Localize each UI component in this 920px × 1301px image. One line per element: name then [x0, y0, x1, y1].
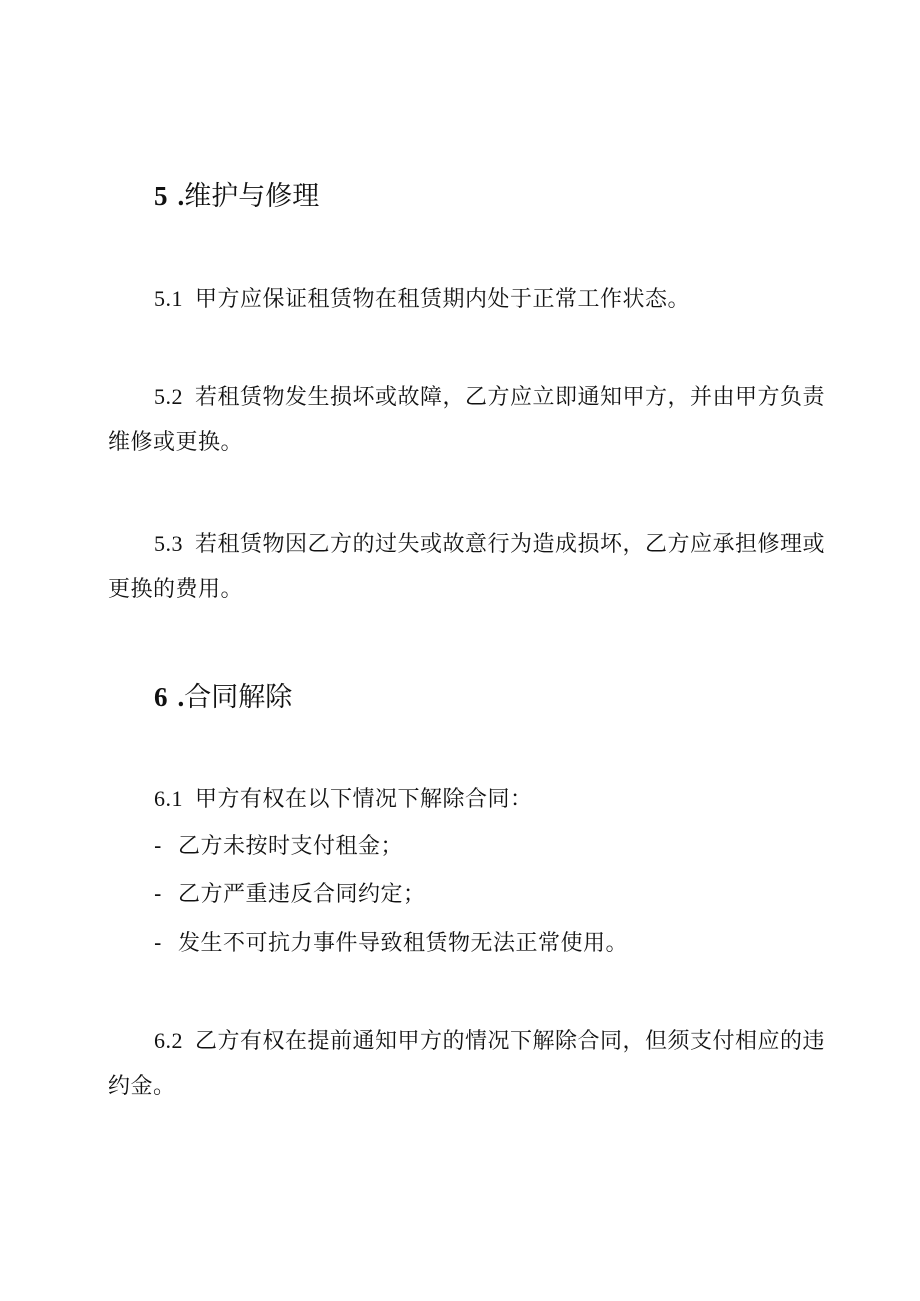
list-item [154, 880, 426, 910]
clause-number: 6.1 [154, 786, 183, 811]
section-heading-6 [154, 679, 292, 716]
section-title: 合同解除 [184, 682, 293, 713]
clause-number: 5.3 [154, 531, 183, 556]
clause-text: 乙方有权在提前通知甲方的情况下解除合同，但须支付相应的违约金。 [108, 1029, 826, 1099]
clause-5-3 [108, 521, 828, 612]
clause-text: 若租赁物因乙方的过失或故意行为造成损坏，乙方应承担修理或更换的费用。 [108, 532, 826, 602]
clause-6-1 [108, 776, 828, 822]
clause-5-2 [108, 374, 828, 465]
clause-number: 5.1 [154, 286, 183, 311]
list-dash: - [154, 931, 162, 956]
list-item-text: 发生不可抗力事件导致租赁物无法正常使用。 [178, 931, 629, 956]
clause-text: 若租赁物发生损坏或故障，乙方应立即通知甲方，并由甲方负责维修或更换。 [108, 385, 826, 455]
section-heading-5 [154, 178, 319, 215]
list-item-text: 乙方严重违反合同约定； [178, 882, 426, 907]
list-item [154, 929, 628, 959]
clause-5-1 [108, 276, 828, 322]
clause-6-2 [108, 1018, 828, 1109]
clause-number: 5.2 [154, 384, 183, 409]
clause-text: 甲方应保证租赁物在租赁期内处于正常工作状态。 [195, 287, 691, 312]
section-number: 6 [154, 682, 168, 712]
section-dot: . [177, 682, 185, 712]
section-dot: . [177, 181, 185, 211]
list-dash: - [154, 882, 162, 907]
clause-number: 6.2 [154, 1028, 183, 1053]
list-item [154, 832, 403, 862]
list-dash: - [154, 834, 162, 859]
section-number: 5 [154, 181, 168, 211]
clause-text: 甲方有权在以下情况下解除合同： [195, 787, 533, 812]
section-title: 维护与修理 [184, 181, 320, 212]
list-item-text: 乙方未按时支付租金； [178, 834, 404, 859]
